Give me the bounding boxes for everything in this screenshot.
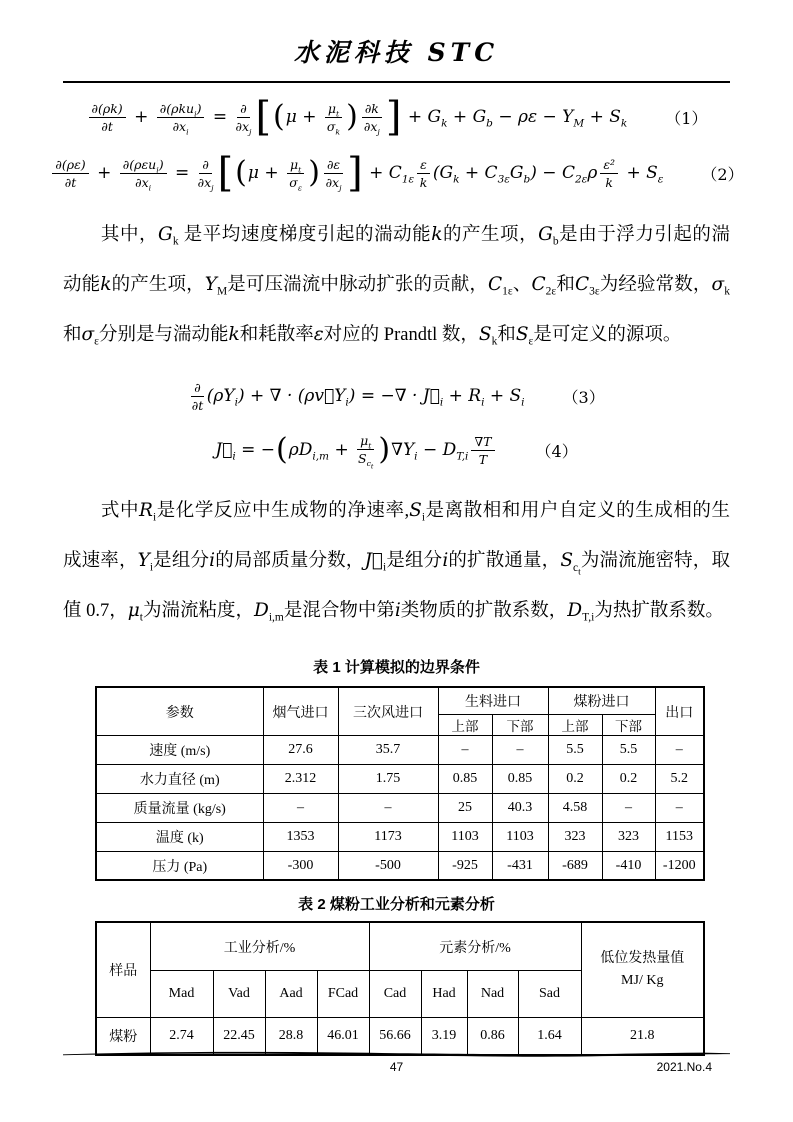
coal-analysis-table	[95, 921, 705, 1056]
header-cell-heating-value	[581, 922, 704, 1017]
value-cell: -500	[338, 851, 438, 880]
value-cell: –	[338, 793, 438, 822]
value-cell: 40.3	[492, 793, 548, 822]
value-cell: 5.2	[655, 764, 704, 793]
table-row	[96, 851, 704, 880]
row-label-cell: 煤粉	[96, 1017, 150, 1055]
value-cell: 5.5	[602, 735, 655, 764]
equation-4: $J⃗_i$ = − ( $\rho D_{i,m}$ + $\frac{\mu_t}{S_{c_t}}$ ) $\nabla Y_i - D_{T,i}$ $\frac{\nabla T}{T}$ （4）	[215, 432, 578, 471]
header-cell-fcad: FCad	[317, 970, 369, 1017]
fraction: $\frac{\partial}{\partial x_j}$	[197, 156, 214, 193]
header-cell-param: 参数	[96, 687, 263, 735]
value-cell: 28.8	[265, 1017, 317, 1055]
fraction: $\frac{\partial k}{\partial x_j}$	[362, 101, 382, 134]
value-cell: 0.85	[438, 764, 492, 793]
equation-text: μ +	[285, 107, 322, 128]
value-cell: 1.75	[338, 764, 438, 793]
value-cell: 323	[548, 822, 602, 851]
heating-value-label-line1: 低位发热量值	[600, 950, 685, 966]
header-cell-sample: 样品	[96, 922, 150, 1017]
fraction: $\frac{\varepsilon}{k}$	[417, 157, 430, 190]
header-cell-tertiary-air: 三次风进口	[338, 687, 438, 735]
fraction: $\frac{\partial}{\partial t}$	[191, 379, 204, 413]
heating-value-label-line2: MJ/ Kg	[621, 973, 664, 988]
fraction: $\frac{\partial\varepsilon}{\partial x_j}$	[325, 156, 342, 193]
value-cell: -431	[492, 851, 548, 880]
value-cell: –	[492, 735, 548, 764]
equation-number: （2）	[701, 164, 744, 184]
table1-header-row1	[96, 687, 704, 714]
footer-rule	[63, 1049, 730, 1059]
value-cell: 4.58	[548, 793, 602, 822]
value-cell: –	[655, 793, 704, 822]
fraction: $\frac{\text{ε²}}{k}$	[600, 157, 618, 190]
equation-number: （1）	[665, 108, 708, 128]
value-cell: -1200	[655, 851, 704, 880]
equation-2: $\frac{\partial(\rho\varepsilon)}{\partial t}$ + $\frac{\partial(\rho\varepsilon u_i)}{\partial x_i}$ = $\frac{\partial}{\partial x_j}$ [ ( μ + $\frac{\mu_t}{\sigma_\varepsilon}$ ) $\frac{\partial\varepsilon}{\partial x_j}$ ] + $C_{1\varepsilon}$ $\frac{\varepsilon}{k}$ $(G_k + C_{3\varepsilon}G_b) - C_{2\varepsilon}\rho$ $\frac{\text{ε²}}{k}$ + $S_\varepsilon$ （2）	[63, 146, 730, 200]
paragraph-species-terms: 式中$R_i$是化学反应中生成物的净速率$,S_i$是离散相和用户自定义的生成相的生成速率，$Y_i$是组分i的局部质量分数，$J⃗_i$是组分i的扩散通量，$S_{c_t}$为湍流施密特，取值 0.7，$\mu_t$为湍流粘度，$D_{i,m}$是混合物中第i类物质的扩散系数，$D_{T,i}$为热扩散系数。	[63, 500, 730, 624]
fraction: $\frac{\partial(\rho\varepsilon u_i)}{\partial x_i}$	[120, 157, 167, 190]
equation-number: （3）	[562, 387, 605, 407]
equation-text: +	[91, 163, 117, 184]
header-rule	[63, 81, 730, 83]
row-label-cell: 速度 (m/s)	[96, 735, 263, 764]
row-label-cell: 质量流量 (kg/s)	[96, 793, 263, 822]
value-cell: 27.6	[263, 735, 338, 764]
header-cell-coal: 煤粉进口	[548, 687, 655, 714]
value-cell: –	[655, 735, 704, 764]
value-cell: 1353	[263, 822, 338, 851]
value-cell: 0.86	[467, 1017, 518, 1055]
header-cell-nad: Nad	[467, 970, 518, 1017]
equation-1: $\frac{\partial(\rho k)}{\partial t}$ + $\frac{\partial(\rho ku_i)}{\partial x_i}$ = $\frac{\partial}{\partial x_j}$ [ ( μ + $\frac{\mu_t}{\sigma_k}$ ) $\frac{\partial k}{\partial x_j}$ ] + $G_k + G_b - \rho\varepsilon - Y_M + S_k$ （1）	[63, 92, 730, 142]
header-cell-mad: Mad	[150, 970, 213, 1017]
fraction: $\frac{\mu_t}{\sigma_\varepsilon}$	[287, 157, 304, 190]
equation-text: $(G_k + C_{3\varepsilon}G_b) - C_{2\varepsilon}\rho$	[432, 163, 598, 186]
value-cell: -925	[438, 851, 492, 880]
value-cell: 3.19	[421, 1017, 467, 1055]
value-cell: –	[602, 793, 655, 822]
equation-text: =	[169, 163, 195, 184]
header-cell-lower: 下部	[602, 714, 655, 735]
value-cell: 1153	[655, 822, 704, 851]
value-cell: 2.312	[263, 764, 338, 793]
equation-text: $\nabla Y_i - D_{T,i}$	[391, 440, 469, 463]
header-cell-outlet: 出口	[655, 687, 704, 735]
table2-header-row1	[96, 922, 704, 970]
header-cell-had: Had	[421, 970, 467, 1017]
footer-text-row	[63, 1060, 730, 1076]
value-cell: -300	[263, 851, 338, 880]
table-row	[96, 822, 704, 851]
value-cell: 1173	[338, 822, 438, 851]
equation-text: +	[128, 107, 154, 128]
journal-title: 水泥科技 STC	[293, 38, 500, 67]
value-cell: 323	[602, 822, 655, 851]
fraction: $\frac{\nabla T}{T}$	[471, 434, 494, 467]
value-cell: 2.74	[150, 1017, 213, 1055]
table-row	[96, 764, 704, 793]
value-cell: 1103	[492, 822, 548, 851]
page-number: 47	[389, 1060, 404, 1074]
equation-text: μ +	[247, 163, 284, 184]
table1-title: 表 1 计算模拟的边界条件	[313, 659, 480, 677]
value-cell: 5.5	[548, 735, 602, 764]
row-label-cell: 温度 (k)	[96, 822, 263, 851]
fraction: $\frac{\mu_t}{S_{c_t}}$	[357, 432, 374, 471]
issue-label: 2021.No.4	[656, 1060, 712, 1074]
paragraph-turbulence-terms: 其中，$G_k$ 是平均速度梯度引起的湍动能k的产生项，$G_b$是由于浮力引起的湍动能k的产生项，$Y_M$是可压湍流中脉动扩张的贡献，$C_{1\varepsilon}$、$C_{2\varepsilon}$和$C_{3\varepsilon}$为经验常数，$\sigma_k$和$\sigma_\varepsilon$分别是与湍动能k和耗散率ε对应的 Prandtl 数，$S_k$和$S_\varepsilon$是可定义的源项。	[63, 224, 730, 348]
row-label-cell: 压力 (Pa)	[96, 851, 263, 880]
equation-text: =	[207, 107, 233, 128]
page-footer	[63, 1049, 730, 1076]
header-cell-aad: Aad	[265, 970, 317, 1017]
header-cell-proximate: 工业分析/%	[150, 922, 369, 970]
fraction: $\frac{\partial}{\partial x_j}$	[235, 100, 252, 137]
equation-text: + $S_\varepsilon$	[621, 163, 664, 186]
value-cell: 35.7	[338, 735, 438, 764]
value-cell: 1103	[438, 822, 492, 851]
fraction: $\frac{\partial(\rho k)}{\partial t}$	[89, 101, 126, 134]
value-cell: -410	[602, 851, 655, 880]
header-cell-cad: Cad	[369, 970, 421, 1017]
value-cell: 0.2	[602, 764, 655, 793]
equation-text: + $G_k + G_b - \rho\varepsilon - Y_M + S_k$	[402, 107, 628, 130]
value-cell: 25	[438, 793, 492, 822]
value-cell: 21.8	[581, 1017, 704, 1055]
value-cell: 0.2	[548, 764, 602, 793]
header-cell-flue-gas: 烟气进口	[263, 687, 338, 735]
value-cell: –	[263, 793, 338, 822]
fraction: $\frac{\partial(\rho\varepsilon)}{\partial t}$	[52, 157, 88, 190]
value-cell: 0.85	[492, 764, 548, 793]
header-cell-upper: 上部	[548, 714, 602, 735]
header-cell-sad: Sad	[518, 970, 581, 1017]
value-cell: 46.01	[317, 1017, 369, 1055]
equation-text: + $C_{1\varepsilon}$	[363, 163, 415, 186]
value-cell: 1.64	[518, 1017, 581, 1055]
value-cell: 56.66	[369, 1017, 421, 1055]
row-label-cell: 水力直径 (m)	[96, 764, 263, 793]
header-cell-lower: 下部	[492, 714, 548, 735]
equation-text: $J⃗_i$ = −	[215, 440, 275, 463]
boundary-conditions-table	[95, 686, 705, 881]
equation-3	[63, 374, 730, 418]
table2-title: 表 2 煤粉工业分析和元素分析	[298, 896, 495, 914]
header-cell-vad: Vad	[213, 970, 265, 1017]
table-row	[96, 793, 704, 822]
equation-text: $(\rho Y_i)$ + ∇ · $(\rho v⃗Y_i)$ = −∇ · $J⃗_i + R_i + S_i$	[206, 386, 525, 409]
header-cell-raw-meal: 生料进口	[438, 687, 548, 714]
fraction: $\frac{\partial(\rho ku_i)}{\partial x_i}$	[157, 101, 205, 134]
equation-number: （4）	[535, 441, 578, 461]
table-row	[96, 735, 704, 764]
header-cell-upper: 上部	[438, 714, 492, 735]
value-cell: -689	[548, 851, 602, 880]
header-cell-ultimate: 元素分析/%	[369, 922, 581, 970]
value-cell: 22.45	[213, 1017, 265, 1055]
fraction: $\frac{\mu_t}{\sigma_k}$	[326, 100, 341, 137]
equation-text: $\rho D_{i,m}$ +	[288, 440, 355, 463]
value-cell: –	[438, 735, 492, 764]
